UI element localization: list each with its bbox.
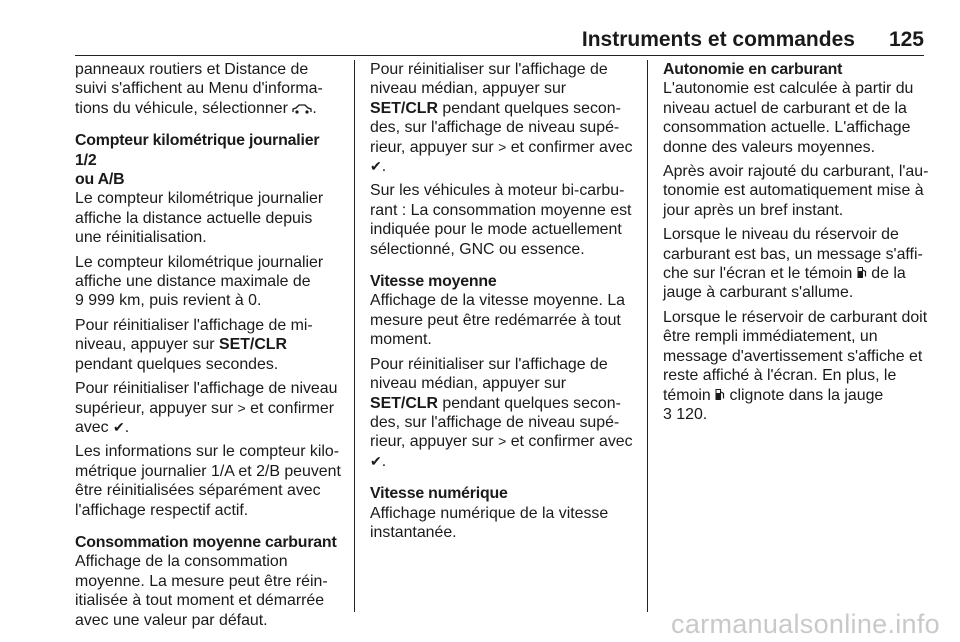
text-line: affiche une distance maximale de bbox=[75, 273, 311, 291]
speed-paragraph-1 bbox=[370, 291, 640, 349]
text-line: niveau médian, appuyer sur bbox=[370, 375, 567, 393]
text-span: et confirmer avec bbox=[510, 138, 633, 156]
set-clr-label: SET/CLR bbox=[370, 99, 438, 117]
text-line: suivi s'affichent au Menu d'informa- bbox=[75, 80, 323, 98]
digital-speed-paragraph bbox=[370, 504, 640, 543]
text-line: carburant est bas, un message s'affi- bbox=[663, 245, 923, 263]
text-line: avec une valeur par défaut. bbox=[75, 611, 268, 629]
text-line: une réinitialisation. bbox=[75, 229, 207, 247]
text-line: itialisée à tout moment et démarrée bbox=[75, 592, 325, 610]
set-clr-label: SET/CLR bbox=[370, 394, 438, 412]
car-icon bbox=[292, 103, 312, 114]
trip-odometer-heading bbox=[75, 131, 345, 189]
column-2 bbox=[370, 60, 640, 542]
chevron-right-icon: > bbox=[498, 433, 507, 450]
text-line: tonomie est automatiquement mise à bbox=[663, 182, 924, 200]
text-span: pendant quelques secon- bbox=[442, 394, 621, 412]
trip-paragraph-5 bbox=[75, 442, 345, 520]
average-speed-heading: Vitesse moyenne bbox=[370, 273, 497, 291]
chevron-right-icon: > bbox=[498, 138, 507, 155]
text-span: pendant quelques secon- bbox=[442, 99, 621, 117]
text-line: Pour réinitialiser l'affichage de mi- bbox=[75, 316, 313, 334]
text-span: tions du véhicule, sélectionner bbox=[75, 99, 288, 117]
check-icon: ✔ bbox=[370, 158, 382, 175]
text-line bbox=[663, 386, 929, 405]
speed-paragraph-2 bbox=[370, 355, 640, 471]
range-paragraph-2 bbox=[663, 162, 929, 220]
text-line: Les informations sur le compteur kilo- bbox=[75, 443, 340, 461]
text-span: et confirmer avec bbox=[510, 433, 633, 451]
trip-paragraph-3 bbox=[75, 316, 345, 374]
page-header bbox=[75, 22, 924, 52]
fuel-pump-icon bbox=[715, 388, 725, 401]
text-line: reste affiché à l'écran. En plus, le bbox=[663, 367, 897, 385]
text-span: niveau, appuyer sur bbox=[75, 336, 215, 354]
text-line: consommation actuelle. L'affichage bbox=[663, 119, 911, 137]
watermark: carmanualsonline.info bbox=[671, 609, 940, 639]
text-line: L'autonomie est calculée à partir du bbox=[663, 80, 914, 98]
chevron-right-icon: > bbox=[237, 399, 246, 416]
range-paragraph-1 bbox=[663, 79, 929, 157]
text-line: des, sur l'affichage de niveau supé- bbox=[370, 413, 620, 431]
text-line: Pour réinitialiser sur l'affichage de bbox=[370, 355, 608, 373]
page-reference-link[interactable] bbox=[663, 405, 929, 424]
text-line bbox=[370, 394, 640, 413]
text-line bbox=[370, 138, 640, 157]
text-line: instantanée. bbox=[370, 523, 457, 541]
text-span: rieur, appuyer sur bbox=[370, 138, 494, 156]
consumption-paragraph bbox=[75, 552, 345, 630]
text-line: Lorsque le niveau du réservoir de bbox=[663, 226, 899, 244]
text-span: avec bbox=[75, 418, 109, 436]
text-line: l'affichage respectif actif. bbox=[75, 501, 249, 519]
heading-line: Compteur kilométrique journalier 1/2 bbox=[75, 132, 320, 169]
text-line: avec ✔. bbox=[75, 418, 130, 436]
consumption-heading: Consommation moyenne carburant bbox=[75, 533, 337, 551]
trip-paragraph-2 bbox=[75, 253, 345, 311]
fuel-range-heading: Autonomie en carburant bbox=[663, 61, 843, 78]
text-span: supérieur, appuyer sur bbox=[75, 399, 234, 417]
text-line: niveau actuel de carburant et de la bbox=[663, 99, 907, 117]
header-rule bbox=[75, 55, 924, 56]
text-line: affiche la distance actuelle depuis bbox=[75, 209, 313, 227]
text-line: niveau médian, appuyer sur bbox=[370, 80, 567, 98]
bifuel-paragraph bbox=[370, 181, 640, 259]
trip-paragraph-4 bbox=[75, 379, 345, 437]
text-line: panneaux routiers et Distance de bbox=[75, 61, 309, 78]
text-line: Affichage numérique de la vitesse bbox=[370, 504, 609, 522]
page-ref-icon: 3 bbox=[663, 405, 672, 423]
text-line: Pour réinitialiser sur l'affichage de bbox=[370, 61, 608, 78]
column-3 bbox=[663, 60, 929, 424]
text-line: pendant quelques secondes. bbox=[75, 355, 279, 373]
text-span: de la bbox=[871, 265, 906, 283]
check-icon: ✔ bbox=[113, 418, 125, 435]
column-1 bbox=[75, 60, 345, 630]
text-line bbox=[75, 399, 345, 418]
text-line: Affichage de la vitesse moyenne. La bbox=[370, 292, 626, 310]
fuel-pump-icon bbox=[857, 266, 867, 279]
intro-paragraph bbox=[75, 60, 345, 118]
trip-paragraph-1 bbox=[75, 189, 345, 247]
text-span: che sur l'écran et le témoin bbox=[663, 265, 853, 283]
range-paragraph-3 bbox=[663, 225, 929, 303]
heading-line: ou A/B bbox=[75, 171, 125, 189]
text-line: être réinitialisées séparément avec bbox=[75, 482, 321, 500]
text-line: être rempli immédiatement, un bbox=[663, 328, 878, 346]
text-span: et confirmer bbox=[250, 399, 335, 417]
text-line: Après avoir rajouté du carburant, l'au- bbox=[663, 163, 929, 181]
text-line bbox=[370, 432, 640, 451]
text-line bbox=[75, 335, 345, 354]
section-title: Instruments et commandes bbox=[581, 28, 855, 51]
text-span: 120. bbox=[676, 405, 708, 423]
digital-speed-heading: Vitesse numérique bbox=[370, 485, 508, 503]
text-line: Sur les véhicules à moteur bi-carbu- bbox=[370, 182, 625, 200]
page-number: 125 bbox=[888, 28, 924, 51]
text-line: Le compteur kilométrique journalier bbox=[75, 190, 324, 208]
set-clr-label: SET/CLR bbox=[219, 336, 287, 354]
text-line: donne des valeurs moyennes. bbox=[663, 138, 876, 156]
text-line: métrique journalier 1/A et 2/B peuvent bbox=[75, 462, 341, 480]
text-line: message d'avertissement s'affiche et bbox=[663, 347, 923, 365]
text-line: ✔. bbox=[370, 452, 387, 470]
text-line: des, sur l'affichage de niveau supé- bbox=[370, 119, 620, 137]
text-line: 9 999 km, puis revient à 0. bbox=[75, 292, 262, 310]
text-line bbox=[370, 99, 640, 118]
text-line: rant : La consommation moyenne est bbox=[370, 201, 632, 219]
check-icon: ✔ bbox=[370, 452, 382, 469]
text-span: témoin bbox=[663, 386, 711, 404]
reset-paragraph bbox=[370, 60, 640, 176]
text-line: ✔. bbox=[370, 158, 387, 176]
range-paragraph-4 bbox=[663, 308, 929, 424]
text-line: Le compteur kilométrique journalier bbox=[75, 253, 324, 271]
text-line: jauge à carburant s'allume. bbox=[663, 284, 854, 302]
text-line: moyenne. La mesure peut être réin- bbox=[75, 572, 328, 590]
text-line: Affichage de la consommation bbox=[75, 553, 288, 571]
column-divider-2 bbox=[647, 60, 648, 612]
column-divider-1 bbox=[354, 60, 355, 612]
text-span: clignote dans la jauge bbox=[729, 386, 884, 404]
text-line: indiquée pour le mode actuellement bbox=[370, 221, 622, 239]
text-line: sélectionné, GNC ou essence. bbox=[370, 240, 585, 258]
text-line: mesure peut être redémarrée à tout bbox=[370, 311, 621, 329]
text-line: moment. bbox=[370, 331, 432, 349]
text-line: jour après un bref instant. bbox=[663, 201, 844, 219]
text-line: Pour réinitialiser l'affichage de niveau bbox=[75, 380, 338, 398]
text-line: Lorsque le réservoir de carburant doit bbox=[663, 308, 928, 326]
text-span: rieur, appuyer sur bbox=[370, 433, 494, 451]
text-line: tions du véhicule, sélectionner . bbox=[75, 99, 317, 117]
text-line bbox=[663, 264, 929, 283]
